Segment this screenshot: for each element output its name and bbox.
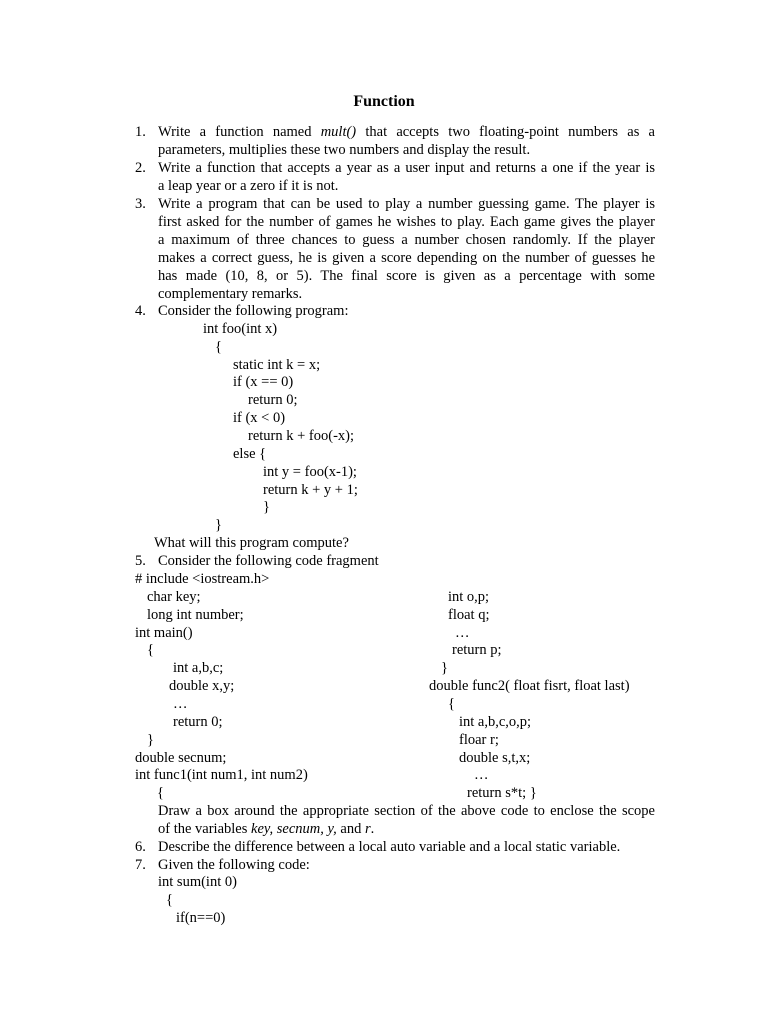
q3-line-3: a maximum of three chances to guess a number chosen randomly. If the player (158, 232, 655, 248)
q3-line-4: makes a correct guess, he is given a score depending on the number of guesses he (158, 250, 655, 266)
q5-variable-list: key, secnum, y, (251, 821, 337, 837)
q4-code-line: { (215, 339, 222, 355)
q7-code-line: int sum(int 0) (158, 874, 237, 890)
q4-code-line: } (263, 499, 270, 515)
q5-right-code-line: double s,t,x; (459, 750, 531, 766)
q2-number: 2. (135, 160, 146, 176)
q5-left-code-line: int func1(int num1, int num2) (135, 767, 308, 783)
q2-line-2: a leap year or a zero if it is not. (158, 178, 339, 194)
q3-line-1: Write a program that can be used to play a number guessing game. The player is (158, 196, 655, 212)
q5-draw-line-1: Draw a box around the appropriate section of the above code to enclose the scope (158, 803, 655, 819)
q3-line-5: has made (10, 8, or 5). The final score is given as a percentage with some (158, 268, 655, 284)
q4-code-line: int y = foo(x-1); (263, 464, 357, 480)
q7-code-line: if(n==0) (176, 910, 226, 926)
q4-code-line: return k + foo(-x); (248, 428, 355, 444)
q5-left-code-line: double x,y; (169, 678, 235, 694)
q7-line-1: Given the following code: (158, 857, 310, 873)
q4-code-line: int foo(int x) (203, 321, 278, 337)
q1-line-1 (158, 123, 655, 141)
q5-right-code-line: float q; (448, 607, 490, 623)
q4-question: What will this program compute? (154, 535, 349, 551)
q6-number: 6. (135, 839, 146, 855)
q5-left-code-line: char key; (147, 589, 201, 605)
q1-line-2: parameters, multiplies these two numbers and display the result. (158, 142, 531, 158)
q5-left-code-line: # include <iostream.h> (135, 571, 270, 587)
q5-left-code-line: } (147, 732, 154, 748)
q5-draw-text-c: and (336, 821, 365, 837)
q4-code-line: else { (233, 446, 267, 462)
q5-right-code-line: floar r; (459, 732, 499, 748)
q4-code-line: if (x == 0) (233, 374, 294, 390)
q4-number: 4. (135, 303, 146, 319)
q7-code-line: { (166, 892, 173, 908)
q5-number: 5. (135, 553, 146, 569)
q5-right-code-line: return p; (452, 642, 502, 658)
q5-line-1: Consider the following code fragment (158, 553, 379, 569)
page-title: Function (353, 93, 415, 110)
q5-left-code-line: { (157, 785, 164, 801)
q5-draw-period: . (370, 821, 375, 837)
q5-left-code-line: { (147, 642, 154, 658)
q3-line-6: complementary remarks. (158, 286, 303, 302)
q5-right-code-line: … (455, 625, 470, 641)
q4-code-line: } (215, 517, 222, 533)
q1-text-a: Write a function named (158, 124, 321, 140)
q5-right-code-line: } (441, 660, 448, 676)
q5-left-code-line: int main() (135, 625, 193, 641)
q5-left-code-line: long int number; (147, 607, 244, 623)
q5-right-code-line: int a,b,c,o,p; (459, 714, 532, 730)
q5-draw-text-a: of the variables (158, 821, 252, 837)
q7-number: 7. (135, 857, 146, 873)
q4-code-line: if (x < 0) (233, 410, 286, 426)
q5-left-code-line: … (173, 696, 188, 712)
q6-line-1: Describe the difference between a local auto variable and a local static variable. (158, 839, 621, 855)
q5-left-code-line: return 0; (173, 714, 223, 730)
q3-line-2: first asked for the number of games he wishes to play. Each game gives the player (158, 214, 655, 230)
q4-line-1: Consider the following program: (158, 303, 349, 319)
q5-right-code-line: return s*t; } (467, 785, 537, 801)
q5-draw-line-2 (158, 820, 374, 838)
q5-right-code-line: … (474, 767, 489, 783)
q5-right-code-line: int o,p; (448, 589, 490, 605)
q1-function-name: mult() (320, 124, 357, 140)
q1-text-c: that accepts two floating-point numbers as a (356, 124, 655, 140)
q5-variable-r: r (364, 821, 371, 837)
q5-left-code-line: int a,b,c; (173, 660, 224, 676)
q4-code-line: return k + y + 1; (263, 482, 358, 498)
q1-number: 1. (135, 124, 146, 140)
q5-right-code-line: double func2( float fisrt, float last) (429, 678, 630, 694)
q3-number: 3. (135, 196, 146, 212)
q5-right-code-line: { (448, 696, 455, 712)
q5-left-code-line: double secnum; (135, 750, 227, 766)
q4-code-line: static int k = x; (233, 357, 321, 373)
q2-line-1: Write a function that accepts a year as a user input and returns a one if the year is (158, 160, 655, 176)
q4-code-line: return 0; (248, 392, 298, 408)
